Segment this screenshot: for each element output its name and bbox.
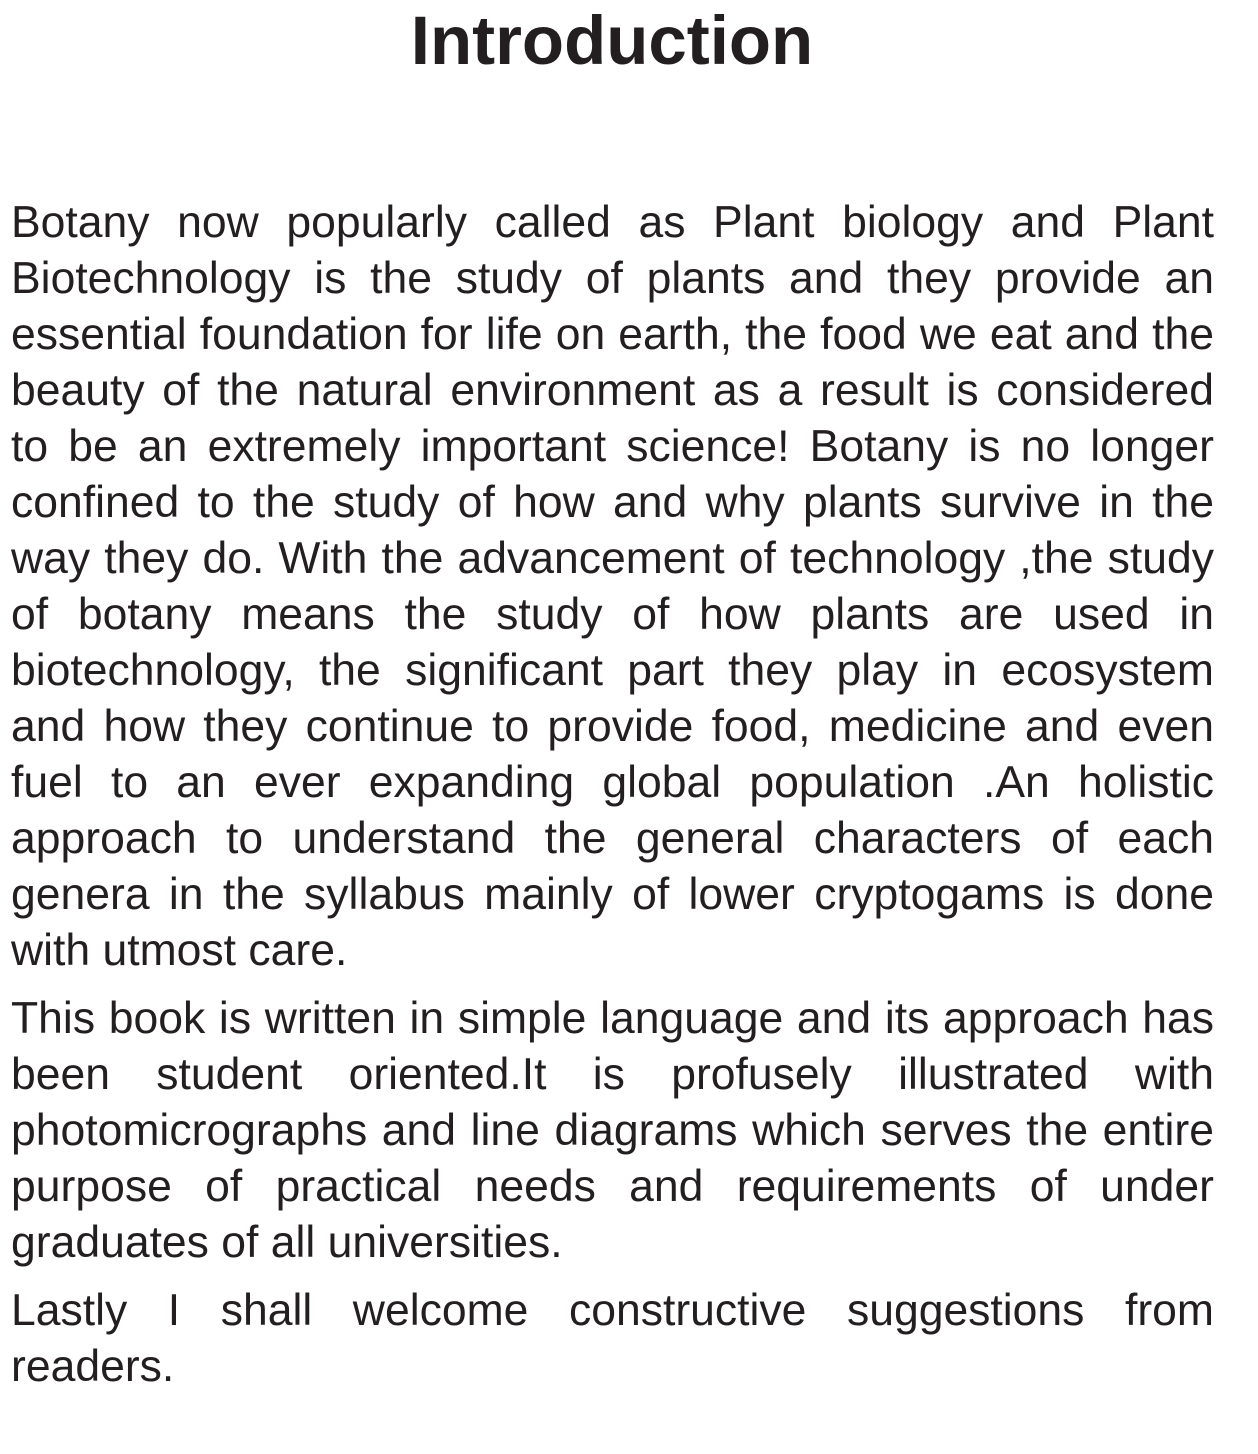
paragraph-book-description: This book is written in simple language and its approach has been student oriented.It is profusely illustrated with photomicrographs and line diagrams which serves the entire purpose of practical needs and requirements of under graduates of all universities. (11, 994, 1214, 1267)
paragraph-intro: Botany now popularly called as Plant biology and Plant Biotechnology is the study of plants and they provide an essential foundation for life on earth, the food we eat and the beauty of the natural environment as a result is considered to be an extremely important science! Botany is no longer confined to the study of how and why plants survive in the way they do. With the advancement of technology ,the study of botany means the study of how plants are used in biotechnology, the significant part they play in ecosystem and how they continue to provide food, medicine and even fuel to an ever expanding global population .An holistic approach to understand the general characters of each genera in the syllabus mainly of lower cryptogams is done with utmost care. (11, 198, 1214, 975)
paragraph-closing: Lastly I shall welcome constructive suggestions from readers. (11, 1286, 1214, 1391)
page-title: Introduction (410, 2, 814, 79)
page-body (11, 195, 1214, 1407)
